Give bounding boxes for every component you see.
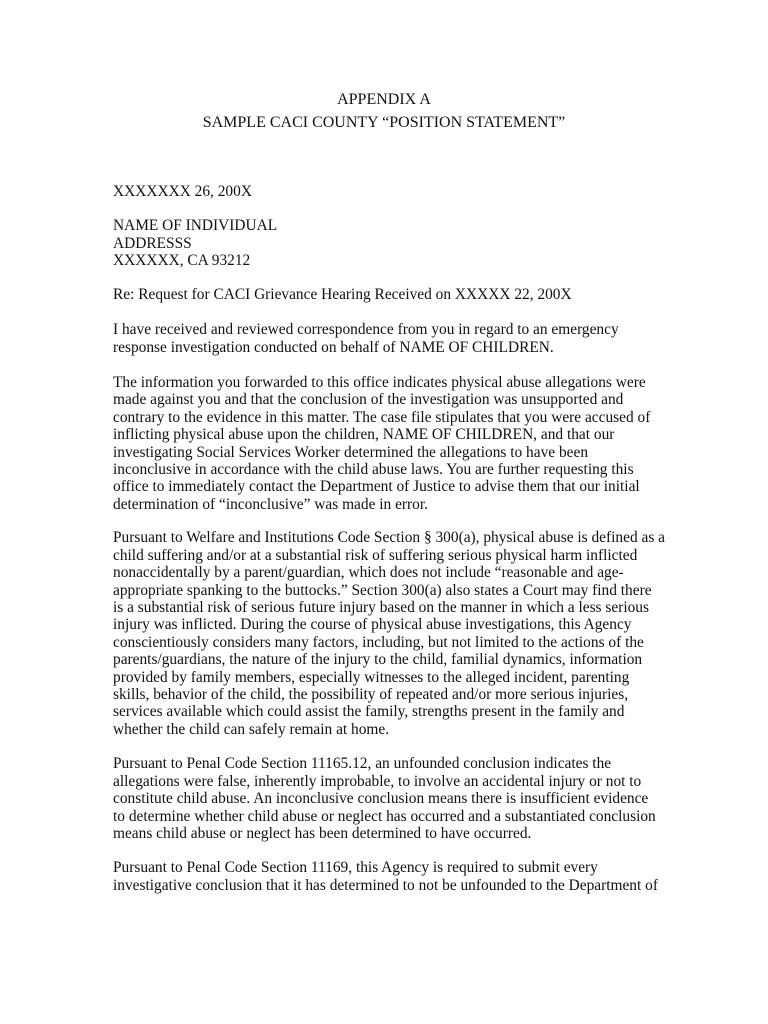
paragraph-4-line: Pursuant to Penal Code Section 11165.12, an unfounded conclusion indicates the bbox=[113, 755, 612, 772]
paragraph-2-line: office to immediately contact the Department of Justice to advise them that our initial bbox=[113, 478, 640, 495]
paragraph-3-line: injury was inflicted. During the course of physical abuse investigations, this Agency bbox=[113, 616, 632, 633]
paragraph-2-line: contrary to the evidence in this matter. The case file stipulates that you were accused of bbox=[113, 409, 651, 426]
paragraph-3-line: services available which could assist the family, strengths present in the family and bbox=[113, 703, 625, 720]
paragraph-3-line: Pursuant to Welfare and Institutions Code Section § 300(a), physical abuse is defined as a bbox=[113, 529, 665, 546]
paragraph-3-line: skills, behavior of the child, the possibility of repeated and/or more serious injuries, bbox=[113, 686, 629, 703]
paragraph-3-line: is a substantial risk of serious future injury based on the manner in which a less serious bbox=[113, 599, 649, 616]
recipient-name: NAME OF INDIVIDUAL bbox=[113, 217, 278, 234]
paragraph-3-line: appropriate spanking to the buttocks.” Section 300(a) also states a Court may find there bbox=[113, 582, 652, 599]
recipient-city: XXXXXX, CA 93212 bbox=[113, 252, 251, 269]
paragraph-5-line: Pursuant to Penal Code Section 11169, this Agency is required to submit every bbox=[113, 859, 598, 876]
paragraph-2-line: made against you and that the conclusion of the investigation was unsupported and bbox=[113, 391, 624, 408]
paragraph-3-line: nonaccidentally by a parent/guardian, which does not include “reasonable and age- bbox=[113, 564, 624, 581]
subject-line: Re: Request for CACI Grievance Hearing Received on XXXXX 22, 200X bbox=[113, 286, 572, 303]
document-title: SAMPLE CACI COUNTY “POSITION STATEMENT” bbox=[202, 114, 566, 131]
paragraph-2-line: The information you forwarded to this office indicates physical abuse allegations were bbox=[113, 374, 646, 391]
paragraph-2-line: inconclusive in accordance with the child abuse laws. You are further requesting this bbox=[113, 461, 634, 478]
paragraph-3-line: child suffering and/or at a substantial risk of suffering serious physical harm inflicted bbox=[113, 547, 638, 564]
paragraph-4-line: allegations were false, inherently improbable, to involve an accidental injury or not to bbox=[113, 773, 642, 790]
paragraph-4-line: means child abuse or neglect has been determined to have occurred. bbox=[113, 825, 532, 842]
appendix-heading: APPENDIX A bbox=[337, 91, 431, 108]
recipient-address: ADDRESSS bbox=[113, 235, 192, 252]
paragraph-1-line: I have received and reviewed correspondence from you in regard to an emergency bbox=[113, 321, 619, 338]
paragraph-2-line: investigating Social Services Worker determined the allegations to have been bbox=[113, 444, 589, 461]
paragraph-4-line: to determine whether child abuse or neglect has occurred and a substantiated conclusion bbox=[113, 808, 656, 825]
paragraph-4-line: constitute child abuse. An inconclusive conclusion means there is insufficient evidence bbox=[113, 790, 649, 807]
paragraph-3-line: provided by family members, especially witnesses to the alleged incident, parenting bbox=[113, 669, 630, 686]
paragraph-3-line: parents/guardians, the nature of the injury to the child, familial dynamics, information bbox=[113, 651, 643, 668]
paragraph-5-line: investigative conclusion that it has determined to not be unfounded to the Department of bbox=[113, 877, 658, 894]
paragraph-1-line: response investigation conducted on behalf of NAME OF CHILDREN. bbox=[113, 339, 554, 356]
paragraph-2-line: determination of “inconclusive” was made in error. bbox=[113, 496, 428, 513]
paragraph-3-line: whether the child can safely remain at home. bbox=[113, 721, 390, 738]
paragraph-3-line: conscientiously considers many factors, including, but not limited to the actions of the bbox=[113, 634, 644, 651]
letter-date: XXXXXXX 26, 200X bbox=[113, 183, 252, 200]
paragraph-2-line: inflicting physical abuse upon the children, NAME OF CHILDREN, and that our bbox=[113, 426, 615, 443]
